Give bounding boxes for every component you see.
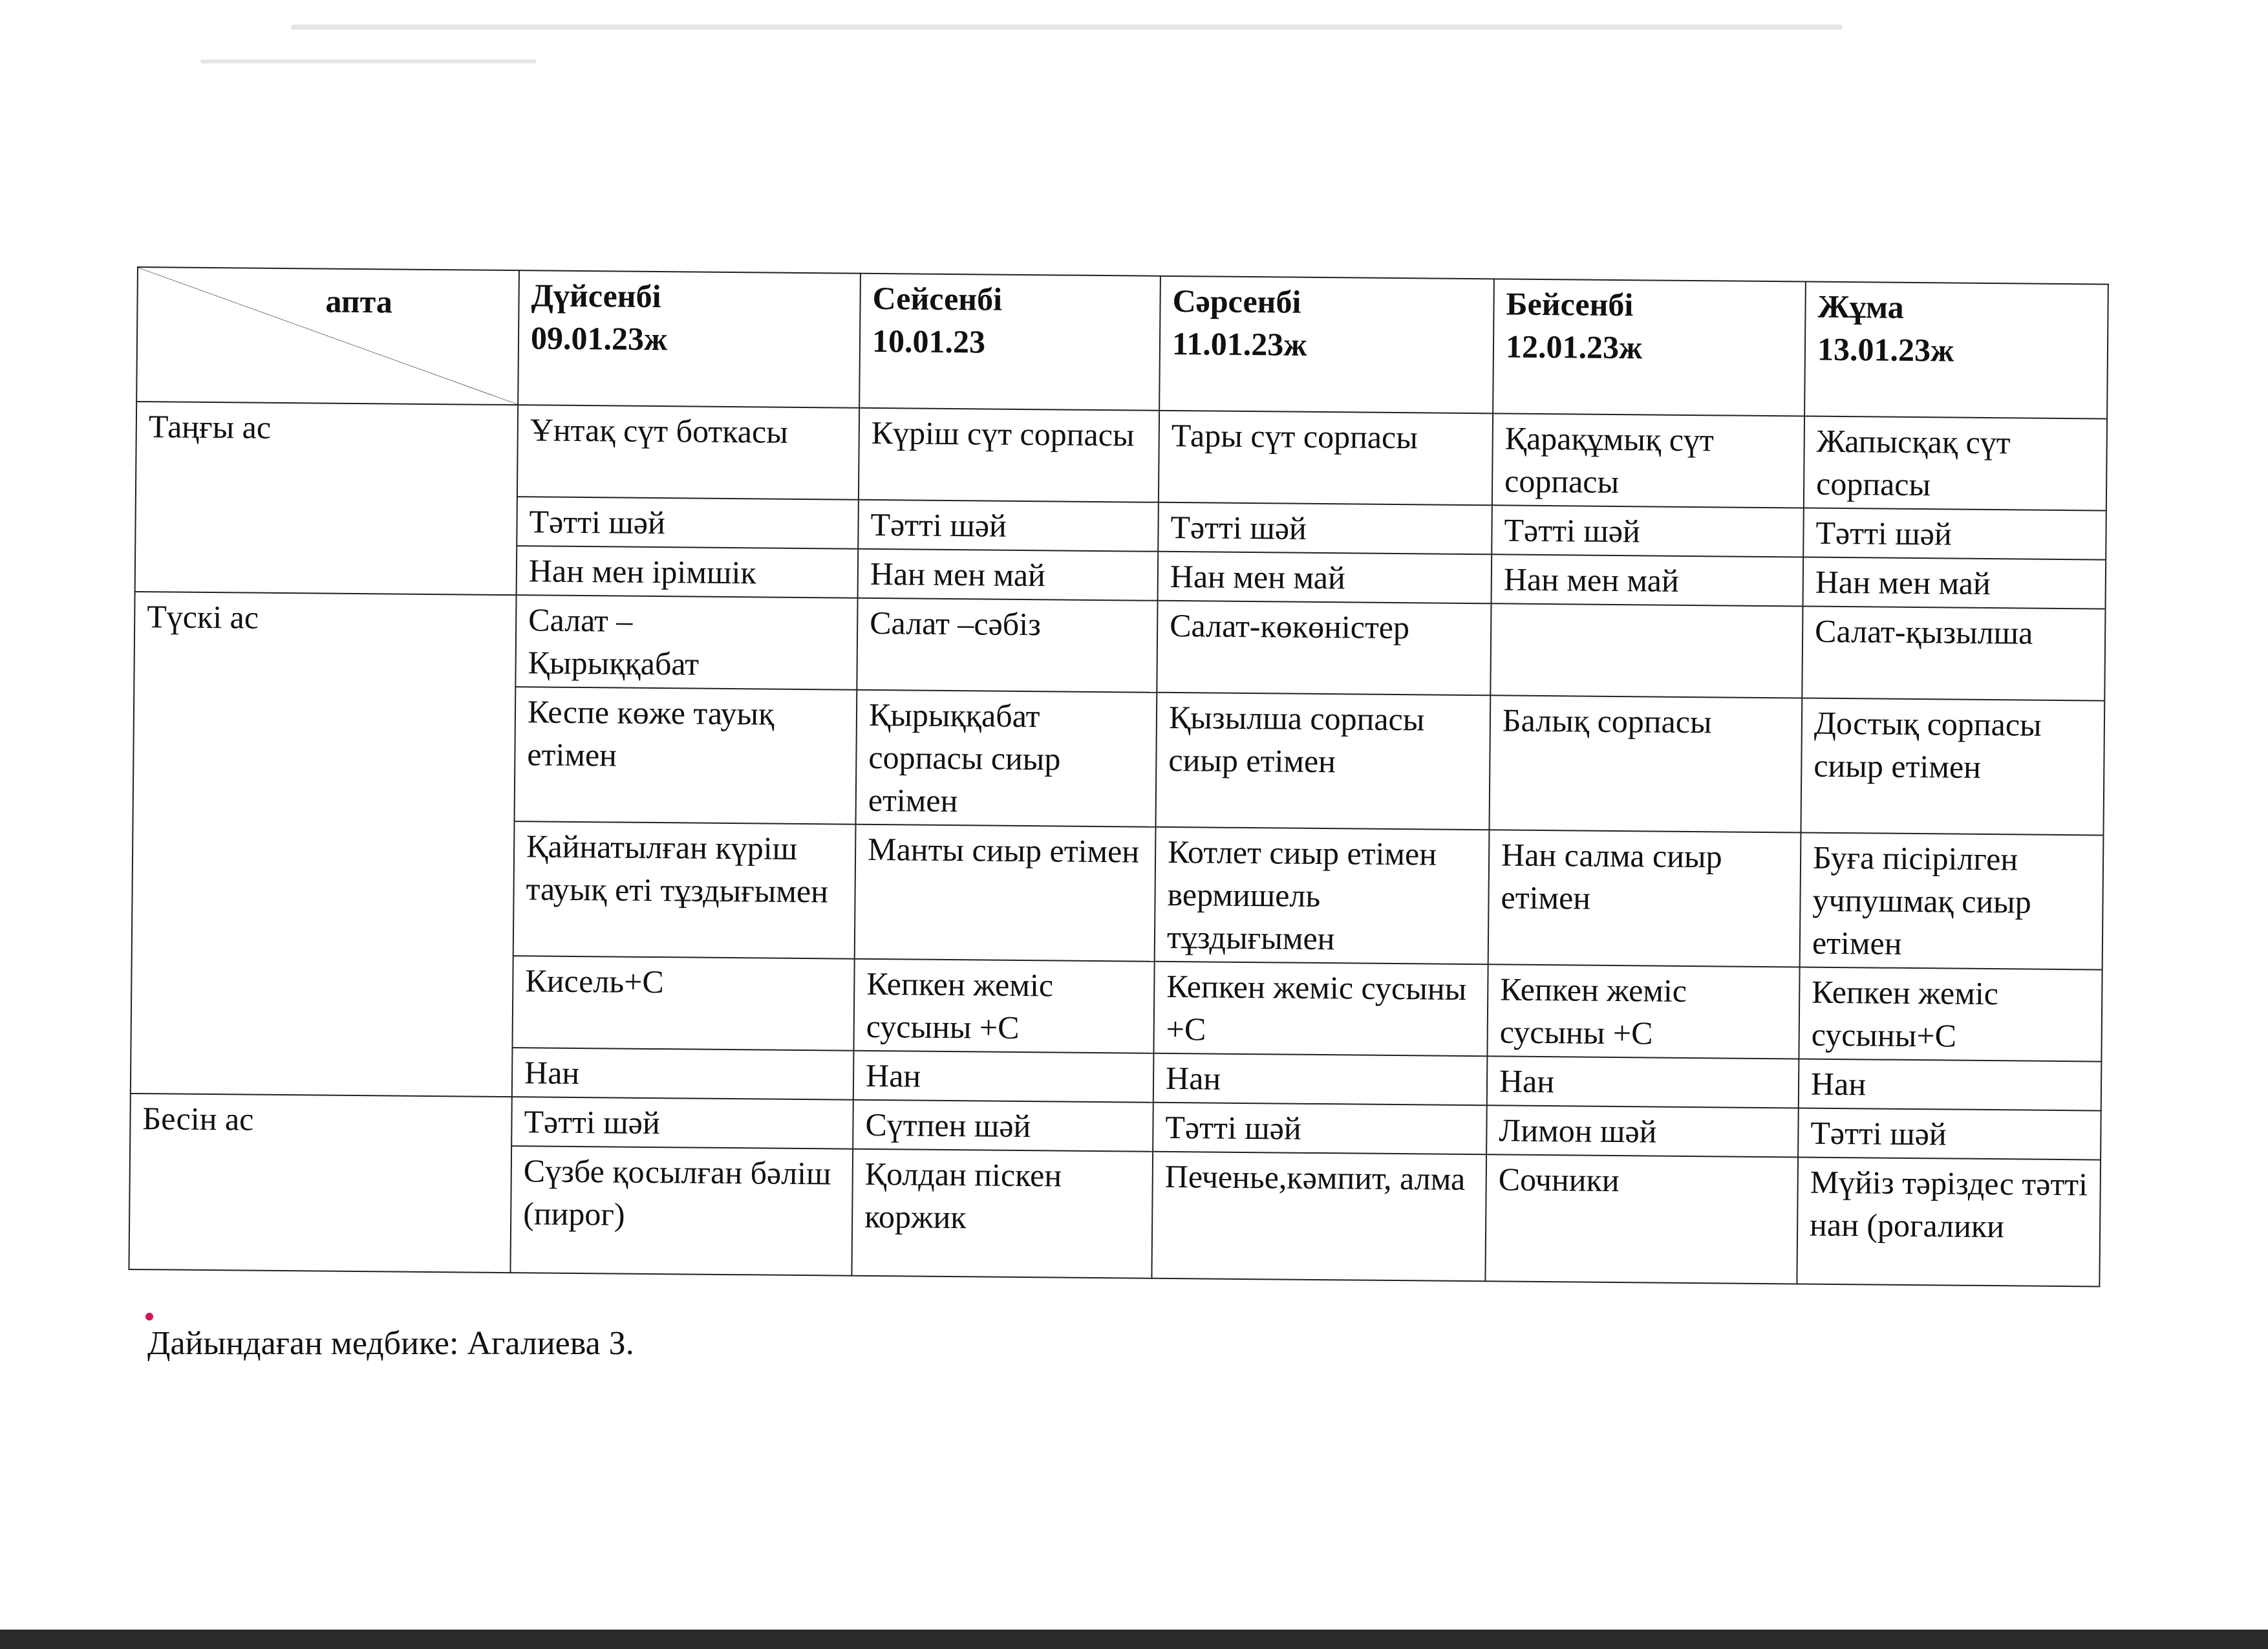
menu-cell: Тәтті шәй <box>1803 508 2106 560</box>
scan-bottom-edge <box>0 1630 2268 1649</box>
menu-cell: Қайнатылған күріш тауық еті тұздығымен <box>513 821 856 959</box>
menu-cell: Қызылша сорпасы сиыр етімен <box>1155 693 1490 830</box>
menu-cell: Кепкен жеміс сусыны+С <box>1799 967 2102 1061</box>
menu-cell: Сүтпен шәй <box>853 1100 1153 1152</box>
menu-cell: Жапысқақ сүт сорпасы <box>1804 416 2107 511</box>
day-header-thursday <box>1493 279 1806 416</box>
day-date: 09.01.23ж <box>530 319 668 358</box>
day-date: 13.01.23ж <box>1817 330 1954 369</box>
menu-cell: Қарақұмық сүт сорпасы <box>1492 413 1804 508</box>
menu-cell: Қырыққабат сорпасы сиыр етімен <box>856 690 1157 827</box>
menu-cell: Нан <box>512 1048 854 1100</box>
menu-cell: Тәтті шәй <box>517 497 859 549</box>
menu-cell: Нан мен май <box>1158 552 1492 604</box>
menu-cell: Тәтті шәй <box>1798 1108 2101 1159</box>
menu-cell: Буға пісірілген учпушмақ сиыр етімен <box>1800 832 2104 969</box>
menu-cell <box>1490 603 1803 698</box>
menu-cell: Тәтті шәй <box>1153 1103 1487 1155</box>
menu-cell: Кеспе көже тауық етімен <box>515 687 857 824</box>
menu-cell: Лимон шәй <box>1486 1105 1799 1157</box>
menu-cell: Нан <box>853 1051 1154 1103</box>
menu-cell: Сочники <box>1485 1154 1798 1284</box>
weekly-menu-table <box>128 266 2108 1288</box>
meal-label-snack: Бесін ас <box>129 1094 511 1273</box>
scan-smudge <box>291 25 1843 30</box>
menu-cell: Тәтті шәй <box>511 1097 853 1149</box>
menu-cell: Күріш сүт сорпасы <box>859 408 1159 502</box>
menu-cell: Сүзбе қосылған бәліш (пирог) <box>510 1146 853 1276</box>
corner-cell <box>136 267 519 405</box>
menu-cell: Манты сиыр етімен <box>855 824 1156 962</box>
menu-cell: Достық сорпасы сиыр етімен <box>1801 698 2104 835</box>
ink-speck <box>145 1313 153 1320</box>
menu-cell: Салат-қызылша <box>1802 607 2105 701</box>
menu-cell: Нан <box>1487 1056 1799 1108</box>
day-name: Дүйсенбі <box>531 277 661 315</box>
menu-cell: Ұнтақ сүт боткасы <box>517 405 859 500</box>
meal-label-breakfast: Таңғы ас <box>135 402 519 595</box>
day-header-tuesday <box>859 274 1161 411</box>
day-name: Сәрсенбі <box>1172 282 1301 320</box>
menu-cell: Котлет сиыр етімен вермишель тұздығымен <box>1155 827 1490 964</box>
meal-label-lunch: Түскі ас <box>131 592 517 1097</box>
menu-cell: Тәтті шәй <box>1492 505 1804 557</box>
menu-cell: Қолдан піскен коржик <box>851 1149 1153 1278</box>
scan-smudge <box>200 59 537 63</box>
menu-cell: Кисель+С <box>512 956 854 1051</box>
menu-cell: Нан мен май <box>858 549 1159 601</box>
header-row <box>136 267 2108 419</box>
day-name: Жұма <box>1817 288 1904 325</box>
table-row <box>136 402 2107 511</box>
prepared-by-signature: Дайындаған медбике: Агалиева З. <box>147 1325 634 1362</box>
menu-cell: Салат-көкөністер <box>1157 601 1491 695</box>
day-date: 12.01.23ж <box>1505 328 1643 366</box>
week-label: апта <box>325 283 393 320</box>
menu-cell: Салат – Қырыққабат <box>515 595 857 690</box>
menu-cell: Кепкен жеміс сусыны +С <box>1487 964 1799 1059</box>
menu-cell: Нан салма сиыр етімен <box>1488 830 1801 967</box>
menu-cell: Балық сорпасы <box>1489 695 1802 832</box>
menu-cell: Салат –сәбіз <box>857 598 1157 693</box>
menu-cell: Кепкен жеміс сусыны +С <box>853 959 1154 1053</box>
menu-cell: Тары сүт сорпасы <box>1159 411 1493 505</box>
menu-cell: Нан <box>1799 1059 2102 1110</box>
day-header-monday <box>518 270 861 408</box>
menu-cell: Кепкен жеміс сусыны +С <box>1153 962 1488 1056</box>
day-date: 10.01.23 <box>872 322 986 360</box>
menu-cell: Нан мен май <box>1492 554 1804 606</box>
day-header-friday <box>1804 282 2108 419</box>
menu-cell: Тәтті шәй <box>858 500 1159 552</box>
table-row <box>134 592 2105 701</box>
day-name: Сейсенбі <box>872 279 1003 318</box>
menu-cell: Тәтті шәй <box>1158 502 1492 555</box>
menu-cell: Печенье,кәмпит, алма <box>1151 1152 1486 1281</box>
menu-cell: Нан мен май <box>1803 557 2106 609</box>
menu-cell: Нан мен ірімшік <box>517 546 859 598</box>
menu-cell: Нан <box>1153 1053 1488 1106</box>
day-name: Бейсенбі <box>1506 285 1634 323</box>
day-header-wednesday <box>1159 276 1494 413</box>
day-date: 11.01.23ж <box>1171 325 1307 363</box>
menu-cell: Мүйіз тәріздес тәтті нан (рогалики <box>1797 1157 2101 1286</box>
